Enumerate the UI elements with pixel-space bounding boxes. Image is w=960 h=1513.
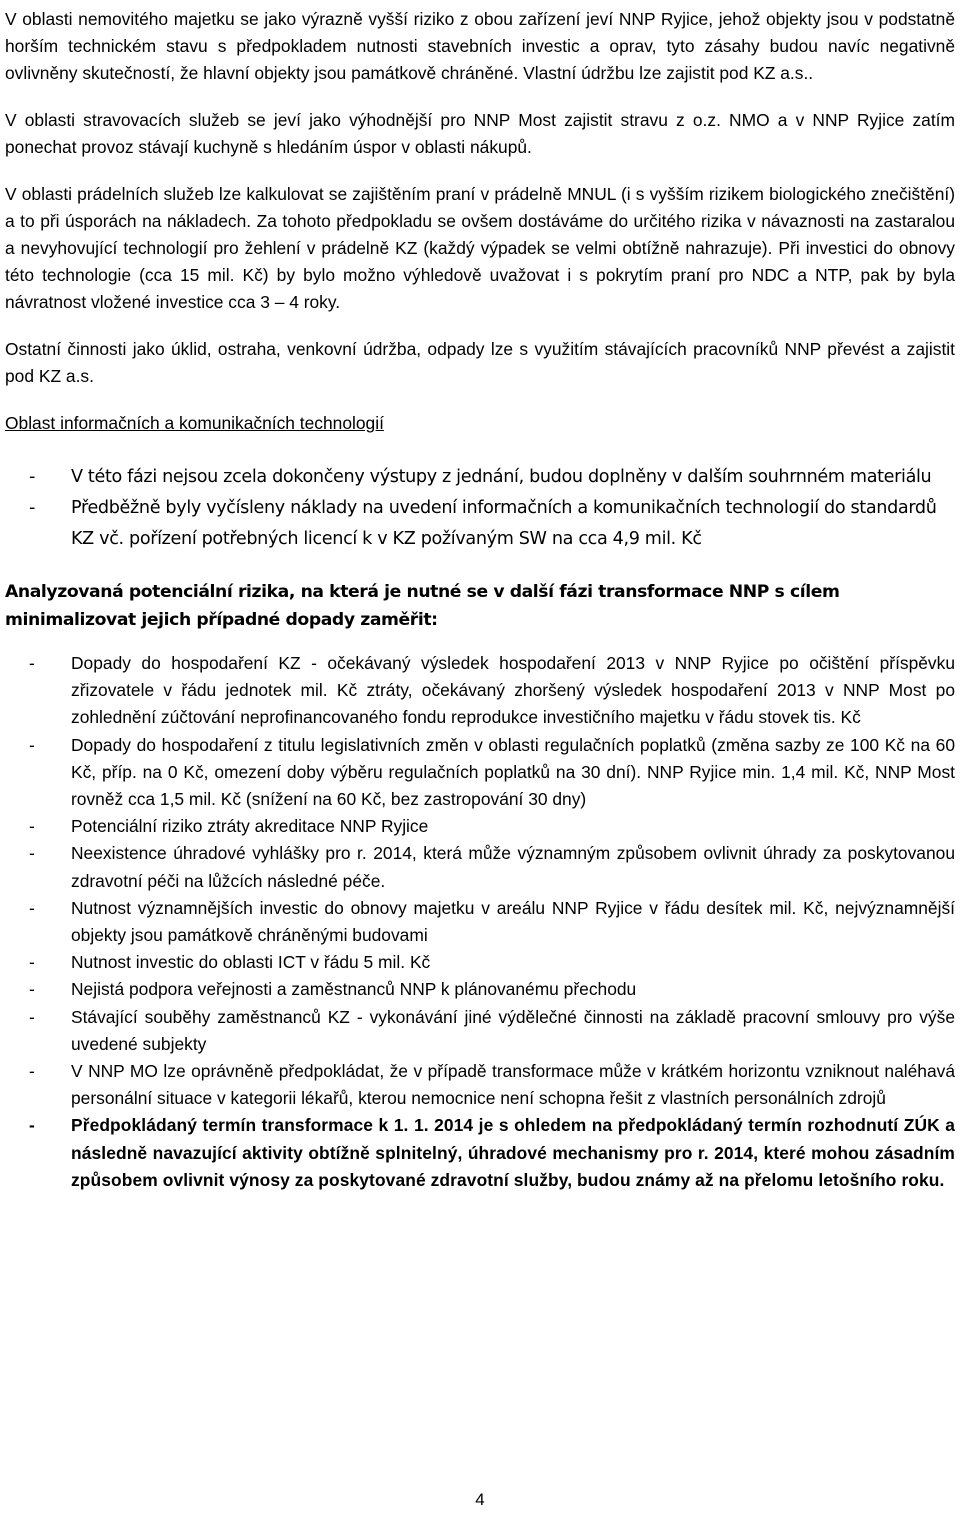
paragraph-other-activities: Ostatní činnosti jako úklid, ostraha, venkovní údržba, odpady lze s využitím stávajících pracovníků NNP převést a zajistit pod KZ a.s. bbox=[5, 339, 955, 386]
list-dash: - bbox=[29, 952, 35, 973]
list-dash: - bbox=[29, 979, 35, 1000]
list-dash: - bbox=[29, 1006, 35, 1027]
list-item: - Nutnost investic do oblasti ICT v řádu 5 mil. Kč bbox=[5, 949, 955, 976]
list-item: - Dopady do hospodaření z titulu legislativních změn v oblasti regulačních poplatků (změna sazby ze 100 Kč na 60 Kč, příp. na 0 Kč, omezení doby výběru regulačních poplatků na 30 dní). NNP Ryjice min. 1,4 mil. Kč, NNP Most rovněž cca 1,5 mil. Kč (snížení na 60 Kč, bez zastropování 30 dny) bbox=[5, 732, 955, 814]
list-item: - Dopady do hospodaření KZ - očekávaný výsledek hospodaření 2013 v NNP Ryjice po očištění příspěvku zřizovatele v řádu jednotek mil. Kč ztráty, očekávaný zhoršený výsledek hospodaření 2013 v NNP Most po zohlednění zúčtování neprofinancovaného fondu reprodukce investičního majetku v řádu stovek tis. Kč bbox=[5, 650, 955, 732]
list-item: - Nutnost významnějších investic do obnovy majetku v areálu NNP Ryjice v řádu desítek mil. Kč, nejvýznamnější objekty jsou památkově chráněnými budovami bbox=[5, 895, 955, 949]
risks-list bbox=[5, 650, 955, 1194]
paragraph-laundry: V oblasti prádelních služeb lze kalkulovat se zajištěním praní v prádelně MNUL (i s vyšším rizikem biologického znečištění) a to při úsporách na nákladech. Za tohoto předpokladu se ovšem dostáváme do určitého rizika v návaznosti na zastaralou a nevyhovující technologií pro žehlení v prádelně KZ (každý výpadek se velmi obtížně nahrazuje). Při investici do obnovy této technologie (cca 15 mil. Kč) by bylo možno výhledově uvažovat i s pokrytím praní pro NDC a NTP, pak by byla návratnost vložené investice cca 3 – 4 roky. bbox=[5, 184, 955, 312]
list-item: - Předběžně byly vyčísleny náklady na uvedení informačních a komunikačních technologií do standardů KZ vč. pořízení potřebných licencí k v KZ požívaným SW na cca 4,9 mil. Kč bbox=[5, 493, 955, 555]
list-item: - V NNP MO lze oprávněně předpokládat, že v případě transformace může v krátkém horizontu vzniknout naléhavá personální situace v kategorii lékařů, kterou nemocnice není schopna řešit z vlastních personálních zdrojů bbox=[5, 1058, 955, 1112]
list-dash: - bbox=[29, 816, 35, 837]
list-dash: - bbox=[29, 1061, 35, 1082]
list-item: - Stávající souběhy zaměstnanců KZ - vykonávání jiné výdělečné činnosti na základě pracovní smlouvy pro výše uvedené subjekty bbox=[5, 1004, 955, 1058]
ict-heading: Oblast informačních a komunikačních technologií bbox=[5, 413, 384, 433]
list-item: - Neexistence úhradové vyhlášky pro r. 2014, která může významným způsobem ovlivnit úhrady za poskytovanou zdravotní péči na lůžcích následné péče. bbox=[5, 840, 955, 894]
paragraph-catering: V oblasti stravovacích služeb se jeví jako výhodnější pro NNP Most zajistit stravu z o.z. NMO a v NNP Ryjice zatím ponechat provoz stávají kuchyně s hledáním úspor v oblasti nákupů. bbox=[5, 110, 955, 157]
list-item: - V této fázi nejsou zcela dokončeny výstupy z jednání, budou doplněny v dalším souhrnném materiálu bbox=[5, 462, 955, 493]
list-dash: - bbox=[29, 843, 35, 864]
list-dash: - bbox=[29, 897, 35, 918]
list-dash: - bbox=[29, 498, 35, 518]
ict-list bbox=[5, 462, 955, 555]
list-item: - Potenciální riziko ztráty akreditace NNP Ryjice bbox=[5, 813, 955, 840]
list-item: - Nejistá podpora veřejnosti a zaměstnanců NNP k plánovanému přechodu bbox=[5, 976, 955, 1003]
page-number: 4 bbox=[475, 1490, 485, 1509]
paragraph-property: V oblasti nemovitého majetku se jako výrazně vyšší riziko z obou zařízení jeví NNP Ryjice, jehož objekty jsou v podstatně horším technickém stavu s předpokladem nutnosti stavebních investic a oprav, tyto zásahy budou navíc negativně ovlivněny skutečností, že hlavní objekty jsou památkově chráněné. Vlastní údržbu lze zajistit pod KZ a.s.. bbox=[5, 9, 955, 83]
list-dash: - bbox=[29, 467, 35, 487]
document-page bbox=[5, 6, 955, 1194]
risks-heading: Analyzovaná potenciální rizika, na která je nutné se v další fázi transformace NNP s cílem minimalizovat jejich případné dopady zaměřit: bbox=[5, 582, 840, 630]
list-dash: - bbox=[29, 1115, 35, 1136]
list-dash: - bbox=[29, 653, 35, 673]
list-dash: - bbox=[29, 734, 35, 755]
list-item: - Předpokládaný termín transformace k 1. 1. 2014 je s ohledem na předpokládaný termín rozhodnutí ZÚK a následně navazující aktivity obtížně splnitelný, úhradové mechanismy pro r. 2014, které mohou zásadním způsobem ovlivnit výnosy za poskytované zdravotní služby, budou známy až na přelomu letošního roku. bbox=[5, 1112, 955, 1194]
